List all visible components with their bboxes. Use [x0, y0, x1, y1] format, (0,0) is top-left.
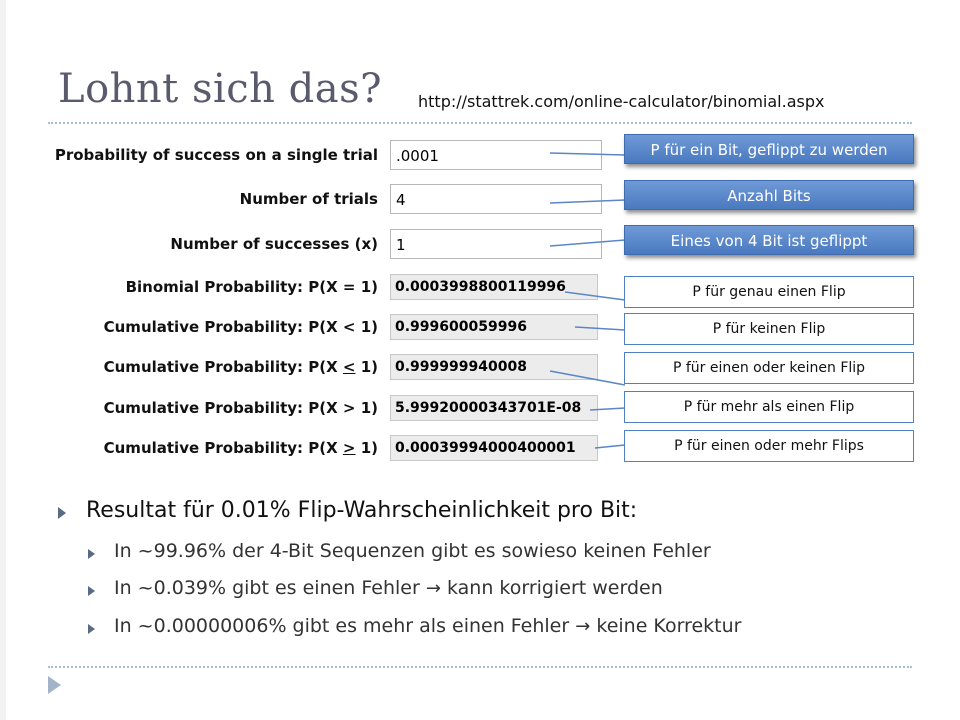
callout-one-or-no-flip: P für einen oder keinen Flip	[624, 352, 914, 384]
right-arrow-icon: →	[575, 616, 591, 637]
input-label-probability: Probability of success on a single trial	[54, 146, 378, 164]
sub-bullet-2: In ~0.039% gibt es einen Fehler → kann korrigiert werden	[114, 577, 663, 599]
result-label-exact: Binomial Probability: P(X = 1)	[125, 278, 378, 296]
bullet-arrow-icon	[58, 507, 66, 519]
result-label-greater-equal: Cumulative Probability: P(X > 1)	[103, 439, 378, 457]
source-url[interactable]: http://stattrek.com/online-calculator/binomial.aspx	[418, 92, 825, 111]
bullet-main: Resultat für 0.01% Flip-Wahrscheinlichkeit pro Bit:	[86, 498, 638, 523]
connector-8	[595, 445, 625, 448]
input-label-trials: Number of trials	[239, 190, 378, 208]
result-value-exact: 0.0003998800119996	[390, 274, 598, 300]
trials-input[interactable]: 4	[390, 184, 602, 214]
connector-4	[565, 292, 625, 300]
bullet-arrow-icon	[88, 624, 95, 634]
callout-one-bit-flipped: Eines von 4 Bit ist geflippt	[624, 225, 914, 255]
bottom-separator	[48, 666, 912, 668]
callout-number-bits: Anzahl Bits	[624, 180, 914, 210]
callout-bit-flip-probability: P für ein Bit, geflippt zu werden	[624, 134, 914, 164]
successes-input[interactable]: 1	[390, 229, 602, 259]
connector-7	[590, 408, 625, 410]
connector-1	[550, 153, 625, 155]
slide-title: Lohnt sich das?	[58, 66, 383, 112]
callout-exactly-one-flip: P für genau einen Flip	[624, 276, 914, 308]
right-arrow-icon: →	[425, 578, 441, 599]
input-label-successes: Number of successes (x)	[170, 235, 378, 253]
callout-more-than-one-flip: P für mehr als einen Flip	[624, 391, 914, 423]
result-value-greater-equal: 0.00039994000400001	[390, 435, 598, 461]
callout-one-or-more-flips: P für einen oder mehr Flips	[624, 430, 914, 462]
sub-bullet-3: In ~0.00000006% gibt es mehr als einen Fehler → keine Korrektur	[114, 615, 742, 637]
bullet-arrow-icon	[88, 586, 95, 596]
result-value-less: 0.999600059996	[390, 314, 598, 340]
callout-no-flip: P für keinen Flip	[624, 313, 914, 345]
result-label-greater: Cumulative Probability: P(X > 1)	[103, 399, 378, 417]
connector-5	[575, 327, 625, 330]
probability-input[interactable]: .0001	[390, 140, 602, 170]
result-label-less: Cumulative Probability: P(X < 1)	[103, 318, 378, 336]
connector-2	[550, 200, 625, 203]
connector-6	[550, 371, 625, 385]
next-slide-icon[interactable]	[48, 676, 61, 694]
connector-3	[550, 240, 625, 246]
bullet-arrow-icon	[88, 549, 95, 559]
sub-bullet-1: In ~99.96% der 4-Bit Sequenzen gibt es sowieso keinen Fehler	[114, 540, 711, 562]
result-value-greater: 5.99920000343701E-08	[390, 395, 598, 421]
result-label-less-equal: Cumulative Probability: P(X < 1)	[103, 358, 378, 376]
result-value-less-equal: 0.999999940008	[390, 354, 598, 380]
